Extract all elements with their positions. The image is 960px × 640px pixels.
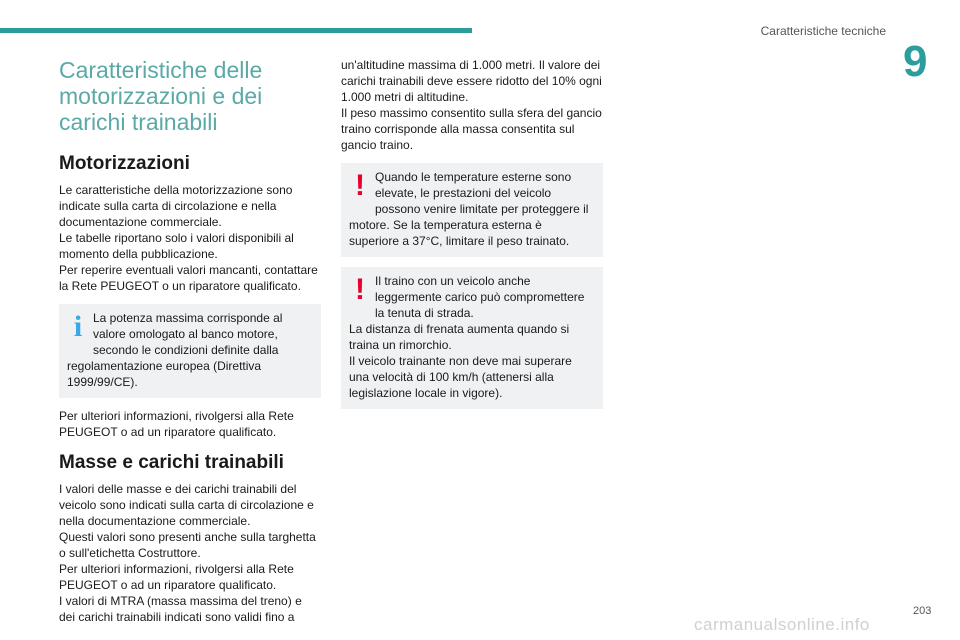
paragraph: I valori delle masse e dei carichi trainabili del veicolo sono indicati sulla carta di circolazione e nella documentazione commerciale. <box>59 482 314 528</box>
watermark: carmanualsonline.info <box>694 615 870 634</box>
paragraph: Per ulteriori informazioni, rivolgersi alla Rete PEUGEOT o ad un riparatore qualificato. <box>59 409 294 439</box>
warning-text: Quando le temperature esterne sono elevate, le prestazioni del veicolo possono venire limitate per proteggere il motore. Se la temperatura esterna è superiore a 37°C, limitare il peso trainato. <box>349 170 589 248</box>
paragraph: un'altitudine massima di 1.000 metri. Il valore dei carichi trainabili deve essere ridotto del 10% ogni 1.000 metri di altitudine. <box>341 58 602 104</box>
paragraph: I valori di MTRA (massa massima del treno) e dei carichi trainabili indicati sono validi fino a <box>59 594 302 624</box>
heading-masse: Masse e carichi trainabili <box>59 452 284 473</box>
paragraph: Il peso massimo consentito sulla sfera del gancio traino corrisponde alla massa consentita sul gancio traino. <box>341 106 602 152</box>
warning-box <box>341 267 603 409</box>
paragraph: Per reperire eventuali valori mancanti, contattare la Rete PEUGEOT o un riparatore qualificato. <box>59 263 318 293</box>
paragraph: Per ulteriori informazioni, rivolgersi alla Rete PEUGEOT o ad un riparatore qualificato. <box>59 562 294 592</box>
page-title: Caratteristiche delle motorizzazioni e dei carichi trainabili <box>59 57 263 135</box>
paragraph: Questi valori sono presenti anche sulla targhetta o sull'etichetta Costruttore. <box>59 530 316 560</box>
right-column <box>341 57 603 419</box>
left-column <box>59 57 321 625</box>
warning-text: La distanza di frenata aumenta quando si traina un rimorchio. <box>349 322 570 352</box>
chapter-number: 9 <box>903 37 928 86</box>
warning-text: Il traino con un veicolo anche leggermente carico può compromettere la tenuta di strada. <box>375 274 585 320</box>
info-box <box>59 304 321 398</box>
info-icon: i <box>73 310 83 343</box>
warning-text: Il veicolo trainante non deve mai superare una velocità di 100 km/h (attenersi alla legislazione locale in vigore). <box>349 354 572 400</box>
warning-icon: ! <box>355 273 365 306</box>
warning-icon: ! <box>355 169 365 202</box>
paragraph: Le caratteristiche della motorizzazione sono indicate sulla carta di circolazione e nella documentazione commerciale. <box>59 183 293 229</box>
header-accent-bar <box>0 28 472 33</box>
page-number: 203 <box>913 605 932 617</box>
warning-box <box>341 163 603 257</box>
section-title: Caratteristiche tecniche <box>760 24 886 38</box>
heading-motorizzazioni: Motorizzazioni <box>59 153 190 174</box>
info-text: La potenza massima corrisponde al valore omologato al banco motore, secondo le condizioni definite dalla regolamentazione europea (Direttiva 1999/99/CE). <box>67 311 283 389</box>
paragraph: Le tabelle riportano solo i valori disponibili al momento della pubblicazione. <box>59 231 294 261</box>
